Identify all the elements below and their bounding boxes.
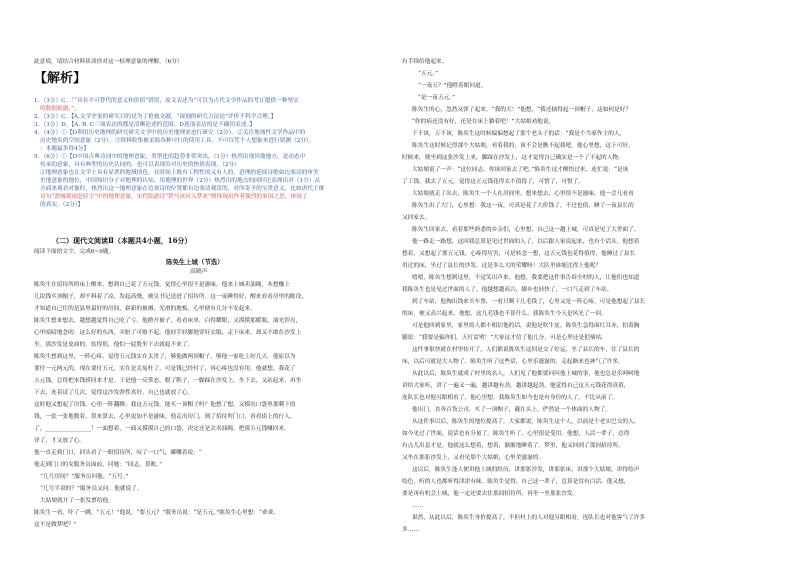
- analysis-heading: 【解析】: [34, 71, 87, 86]
- story-line: 又回家去。: [402, 215, 431, 221]
- story-line: 又坐在那张沙发上，又看见那个大姑娘，心里美滋滋的。: [402, 455, 545, 461]
- story-line: 大姑娘说了一声：“这位同志，你该回家去了吧。”陈奂生这才醒悟过来，连忙说：“是该: [412, 167, 629, 173]
- story-line: 大姑娘就开了一张发票给他。: [40, 498, 114, 504]
- story-line: 有点儿出息才是。他就这么想着，想着，渐渐地睡着了。梦里，他又回到了那间招待所，: [402, 443, 624, 449]
- story-line: 时候来，便坐到这张沙发上来，脚踩在沙发上，这才觉得自己确实是一个了不起的人物。: [402, 155, 624, 161]
- story-line: ……: [412, 503, 424, 509]
- story-line: 要是再有机会上城，他一定还要去住那间招待所，再坐一坐那张沙发。: [402, 491, 579, 497]
- story-line: 可是他回到家里，家里的人都不相信他的话，说他是吹牛皮。陈奂生急得面红耳赤，拍着胸: [412, 323, 640, 329]
- answer-line: 历史地名的空间意象（2分）。③资料收集被采取各种可行的使用工具，不可仅凭个人想象来进行猜测（2分）。: [40, 138, 315, 144]
- story-line: 陈奂生回家去，看着那些熟悉的乡亲们，心里想，自己这一趟上城，可真是见了大世面了。: [412, 227, 640, 233]
- story-line: 脯说：“我要是骗你们，天打雷劈！”大家这才信了他几分，可是心里还是犯嘀咕。: [402, 335, 607, 341]
- answer-line: 的数据依据。”」: [40, 106, 80, 112]
- story-line: 这不是做梦吧？”: [34, 522, 77, 528]
- story-line: 床，以后可就是大人物了。陈奂生听了这些话，心里乐滋滋的，走起路来也神气了许多。: [402, 359, 624, 365]
- story-author: 高晓声: [190, 269, 208, 275]
- story-line: 从这件事以后，陈奂生的地位提高了。大家都说，陈奂生这个人，以前是个老实巴交的人，: [412, 419, 640, 425]
- answer-line: 方面来观看对象时，热烈出这一地理意象在边塞诗的位置都有边塞诗观赏的，对所寄予的宝贵意义，比如唐代王维: [40, 186, 325, 192]
- story-line: “几号房间？”服务员问他。“五号。”: [40, 474, 129, 480]
- story-line: 他出门，直奔百货公司，买了一顶帽子，戴在头上，俨然是一个体面的人物了。: [412, 407, 612, 413]
- story-line: 多……: [402, 527, 420, 533]
- story-line: 的床，便又高兴起来。他想，这几毛钱也不算什么，我陈奂生今天是风光了一回。: [402, 311, 607, 317]
- story-line: 嘻嘻，陈奂生想到这里，不觉笑出声来。他想，我要把这件事告诉全村的人，让他们也知道: [412, 275, 640, 281]
- answer-line: 史地意象的地位，中国知识分子对地理的认知，用地理的世界（2分）热烈出的地点的同时还表现出对（1分）从: [40, 178, 321, 184]
- story-line: 心里暗暗地念叨：这么好的东西，弄脏了可赔不起。他轻手轻脚地穿好衣服，走下床来，却又不敢在沙发上: [34, 330, 302, 336]
- story-line: 绘色，听的人也都听得津津有味。陈奂生觉得，自己这一辈子，总算是没有白活。他又想，: [402, 479, 630, 485]
- question-intro: 此意境，请结合材料谈谈你对这一枯理意象的理解。（6分）: [34, 59, 183, 65]
- story-line: 陈奂生想来想去，越想越觉得自己吃了亏。他掀开被子，看看床单，白得耀眼，又摸摸那暖瓶，油光锃亮，: [34, 318, 302, 324]
- answer-line: 传承的意象，具有典型的历史认同的，也可以表现出对历史的热情表现，（2分）: [40, 162, 240, 168]
- story-line: 了工钱。我去了五元，觉得这五元钱花得太不值得了，可惜了，可惜了。: [402, 179, 584, 185]
- story-line: “一夜五？”他瞪着眼问道。: [418, 83, 487, 89]
- answer-line: 3．（3分）D。【A. B. C三项表达的都是清晰论述的范围，D选项表达的是不确切表述。】: [34, 122, 256, 128]
- story-line: 陈奂生想到这里，一阵心疼，觉得五元钱实在太贵了，够他做两顶帽子，够他一家吃上好几天。他原以为: [34, 354, 296, 360]
- answer-line: 诗句“渭城朝雨浥轻尘”中的地理意象，宋代陆游诗“铁马冰河入梦来”则体现出作者强烈的家国之思，体现了: [40, 194, 308, 200]
- story-line: 他一路走一路想，这回我总算是见过世面的人了，以后跟人家说起来，也有个话头。他想着: [412, 239, 640, 245]
- story-line: 千不该，万不该，陈奂生这时候偏偏想起了那个老头子的话：“我是个当家作主的人，: [412, 131, 626, 137]
- answer-line: 4．（4分）①【D利用历史地理的研究研究文学中的历史地理来进行研究（2分）。②关注地域性文学作品中的: [34, 130, 306, 136]
- story-line: 果然，从此以后，陈奂生身价提高了，不但村上的人对他另眼相看，连队长也对他客气了许多: [412, 515, 646, 521]
- story-line: 用过的床，坐过了县长的沙发，这是多么大的荣耀呀！大队里谁能比得上他呢？: [402, 263, 602, 269]
- story-line: 他一直走到门口，回头看了一眼招待所，叹了一口气，嘟囔着说：“: [34, 450, 202, 456]
- answer-line: 2．（3分）C。【A.文学史家的研究目的是为了抢救文献，“深刻的研究方法论”评价不科学合理。】: [34, 114, 277, 120]
- story-title: 陈奂生上城（节选）: [166, 258, 224, 266]
- story-line: 这件事很快就在村里传开了，人们都说陈奂生这回是交了好运，坐了县长的车，住了县长的: [412, 347, 640, 353]
- story-line: 陈奂生在招待所的床上醒来，想到自己花了五元钱，觉得心里很不是滋味。他来上城卖油绳，本想赚上: [34, 282, 290, 288]
- story-line: 陈奂生一看，吓了一跳，“五元！”他说，“要五元？”服务员说：“是五元。”陈奂生心里想：“乖乖，: [34, 510, 280, 516]
- answer-line: 1．（3分）C。「“具有不可替代的意义和价值”错误，原文表述为“可以为古代文学作品的考订提供一种坚实: [34, 98, 299, 104]
- story-line: 坐。那沙发是皮面的，软得很，他怕一屁股坐下去就起不来了。: [34, 342, 194, 348]
- answer-line: ：本题最多得4分】: [40, 146, 90, 152]
- story-line: 如今见过了世面，说话也有分量了。陈奂生听了，心里很是受用。他想，人活一辈子，总得: [402, 431, 630, 437]
- story-line: 下去，连着试了几次，觉得这沙发弹性真好，自己也就放了心。: [34, 390, 194, 396]
- story-line: 要付一元两元的，现在要付五元，实在是太冤枉了。可是钱已经付了，再心疼也没有用。他就想，我花了: [34, 366, 296, 372]
- story-line: 有手续给他起来。: [402, 59, 448, 65]
- answer-line: 5．（6分）①【D中国古典诗词中的地理意象，类型化的趋势非常突出，（1分）热烈出现其他地方，是动态中: [34, 154, 306, 160]
- story-line: 大姑娘就走了出去，陈奂生一个人在房间里，想来想去，心里很不是滋味。他一会儿看看: [412, 191, 634, 197]
- story-line: 从此以后，陈奂生就成了村里的名人，人们见了他都要问问他上城的事，他也总是乐呵呵地: [412, 371, 640, 377]
- answer-line: 的真实。（2分）】: [40, 202, 84, 208]
- story-line: 陈奂生的心，忽然又弹了起来。“我的天！”他想，“我还抽得起一顶帽子，这如何是好？: [412, 107, 632, 113]
- story-line: 讲给大家听，讲了一遍又一遍，越讲越有劲，越讲越起劲。他觉得自己这五元钱花得真值，: [402, 383, 630, 389]
- section-instruction: 阅读下面的文字，完成6~9题。: [34, 249, 115, 255]
- story-line: 我陈奂生也是见过世面的人了。他越想越高兴，脚步也轻快了，一口气走到了车站。: [402, 287, 613, 293]
- story-line: “几号半双的？”服务员又问。他就说了。: [40, 486, 143, 492]
- story-line: 这以后，陈奂生逢人便讲他上城的经历，讲那张沙发，讲那张床，讲那个大姑娘，讲得绘声: [412, 467, 640, 473]
- story-line: 五元钱，总得把本钱捞回来才是。于是他一反常态，脱了鞋子，一脚踩在沙发上，坐下去，又站起来，再坐: [34, 378, 302, 384]
- story-line: 陈奂生这时候记得那个大姑娘，看着我的，该不会是瞧不起我吧。他心里想，这下可好，: [412, 143, 634, 149]
- answer-line: ②地理意象也在文学上具有显著的地域情色，在时间上既有工程性的又有人的，意理的延续诗歌如边塞诗的审美: [40, 170, 319, 176]
- story-line: 这时他又想起了房钱，心里一阵翻腾：我这五元钱，能买一顶帽子吗？他想了想，又摸出口袋里那剩下的: [34, 402, 296, 408]
- story-line: 才知道自己住的是县里最好的房间，崭新的被褥，光滑的地板，心里便有几分不安起来。: [34, 306, 256, 312]
- story-line: 连队长也对他另眼相看了。他心里想，我陈奂生如今也是有身份的人了，不比从前了。: [402, 395, 619, 401]
- story-line: “五元。”: [418, 71, 439, 77]
- story-line: “是一夜五元。”: [418, 95, 456, 101]
- story-line: 陈奂生出了大门，心里想：我这一夜，可真是花了大价钱了，不过也值，睡了一夜县长的: [412, 203, 634, 209]
- section-title: （二）现代文阅读Ⅱ（本题共4小题，16分）: [52, 237, 192, 245]
- story-line: 想着，又想起了那五元钱，心疼得厉害，可是转念一想，这五元钱也花得值得，他睡过了县长: [402, 251, 636, 257]
- story-line: “你的病还没有好，还是在床上躺着吧！”大姑娘劝他说。: [412, 119, 555, 125]
- story-line: 到了车站，他掏出钱来买车票，一看只剩下几毛钱了，心里又是一阵心疼。可是他想起了县长: [412, 299, 646, 305]
- story-line: 几块钱买顶帽子，却不料着了凉，发起高烧，被吴书记送进了招待所。这一夜睡得好，醒来看看房里的陈设，: [34, 294, 307, 300]
- story-line: 钱，一张一张地数着，算来算去，心里更加不是滋味。他走出房门，到了招待所门口，看看街上的行人，: [34, 414, 296, 420]
- story-line: 译了，才又放了心。: [34, 438, 86, 444]
- story-line: 了，________________！一面想着，一面又摸摸自己的口袋，决定还是去卖油绳，把那五元钱赚回来。: [34, 426, 290, 432]
- story-line: 他走到门口的女服务员面前，问她：“同志，算账。”: [34, 462, 163, 468]
